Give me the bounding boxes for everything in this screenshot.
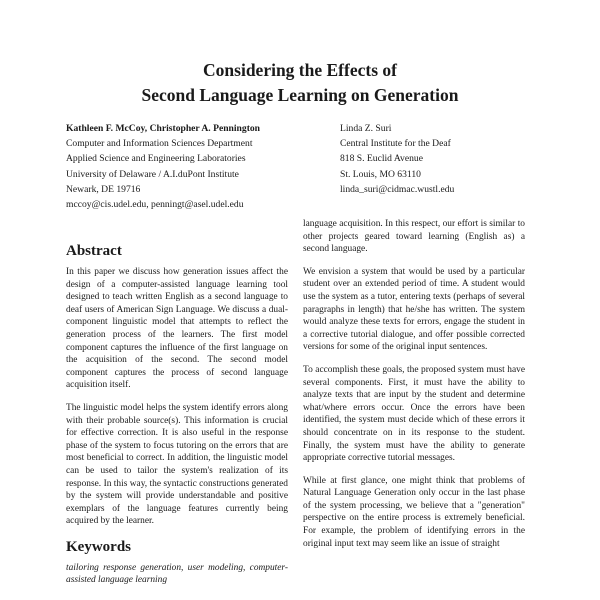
paper-title	[0, 58, 600, 108]
authors-left-block	[66, 121, 260, 212]
affiliation-dept: Computer and Information Sciences Department	[66, 138, 253, 150]
left-column	[66, 242, 288, 587]
title-line-1: Considering the Effects of	[203, 60, 397, 80]
authors-right-block	[340, 121, 454, 197]
affiliation-lab: Applied Science and Engineering Laboratories	[66, 153, 246, 165]
author-names-left: Kathleen F. McCoy, Christopher A. Pennington	[66, 123, 261, 134]
body-paragraph-4: While at first glance, one might think that problems of Natural Language Generation only occur in the last phase of the system processing, we believe that a "generation" perspective on the entire process is extremely beneficial. For example, the problem of identifying errors in the original input text may seem like an issue of straight	[303, 475, 525, 549]
right-column	[303, 218, 525, 560]
body-paragraph-1: language acquisition. In this respect, our effort is similar to other projects geared toward learning (English as) a second language.	[303, 219, 525, 255]
title-line-2: Second Language Learning on Generation	[141, 85, 459, 105]
body-paragraph-3: To accomplish these goals, the proposed system must have several components. First, it must have the ability to analyze texts that are input by the student and determine what/where errors occur. Once the errors have been identified, the system must decide which of these errors it should concentrate on in its response to the student. Finally, the system must have the ability to generate appropriate corrective tutorial messages.	[303, 364, 525, 464]
keywords-heading: Keywords	[66, 538, 131, 555]
affiliation-city: Newark, DE 19716	[66, 183, 141, 195]
abstract-paragraph-2: The linguistic model helps the system identify errors along with their probable source(s). This information is crucial for effective correction. It is also useful in the response phase of the system to focus tutoring on the errors that are most beneficial to correct. In addition, the linguistic model can be used to tailor the system's realization of its response. In this way, the syntactic constructions generated by the system will provide understandable and positive exemplars of the language features currently being acquired by the learner.	[66, 402, 288, 527]
affiliation-street: 818 S. Euclid Avenue	[340, 153, 423, 165]
abstract-heading: Abstract	[66, 243, 122, 259]
affiliation-inst: Central Institute for the Deaf	[340, 138, 451, 150]
affiliation-city-right: St. Louis, MO 63110	[340, 168, 421, 180]
author-email-left: mccoy@cis.udel.edu, penningt@asel.udel.edu	[66, 199, 244, 211]
author-names-right: Linda Z. Suri	[340, 123, 392, 134]
keywords-text: tailoring response generation, user modeling, computer-assisted language learning	[66, 562, 288, 586]
body-paragraph-2: We envision a system that would be used by a particular student over an extended period of time. A student would use the system as a tutor, entering texts (perhaps of several paragraphs in length) that he/she has written. The system would analyze these texts for errors, engage the student in a corrective tutorial dialogue, and offer possible corrected versions for some of the original input sentences.	[303, 266, 525, 353]
affiliation-univ: University of Delaware / A.I.duPont Institute	[66, 168, 239, 180]
author-email-right: linda_suri@cidmac.wustl.edu	[340, 183, 455, 195]
abstract-paragraph-1: In this paper we discuss how generation issues affect the design of a computer-assisted language learning tool designed to teach written English as a second language to deaf users of American Sign Language. We discuss a dual-component linguistic model that attempts to reflect the generation process of the learners. The first model component captures the influence of the first language on the acquisition of the second. The second model component captures the process of second language acquisition itself.	[66, 267, 288, 391]
